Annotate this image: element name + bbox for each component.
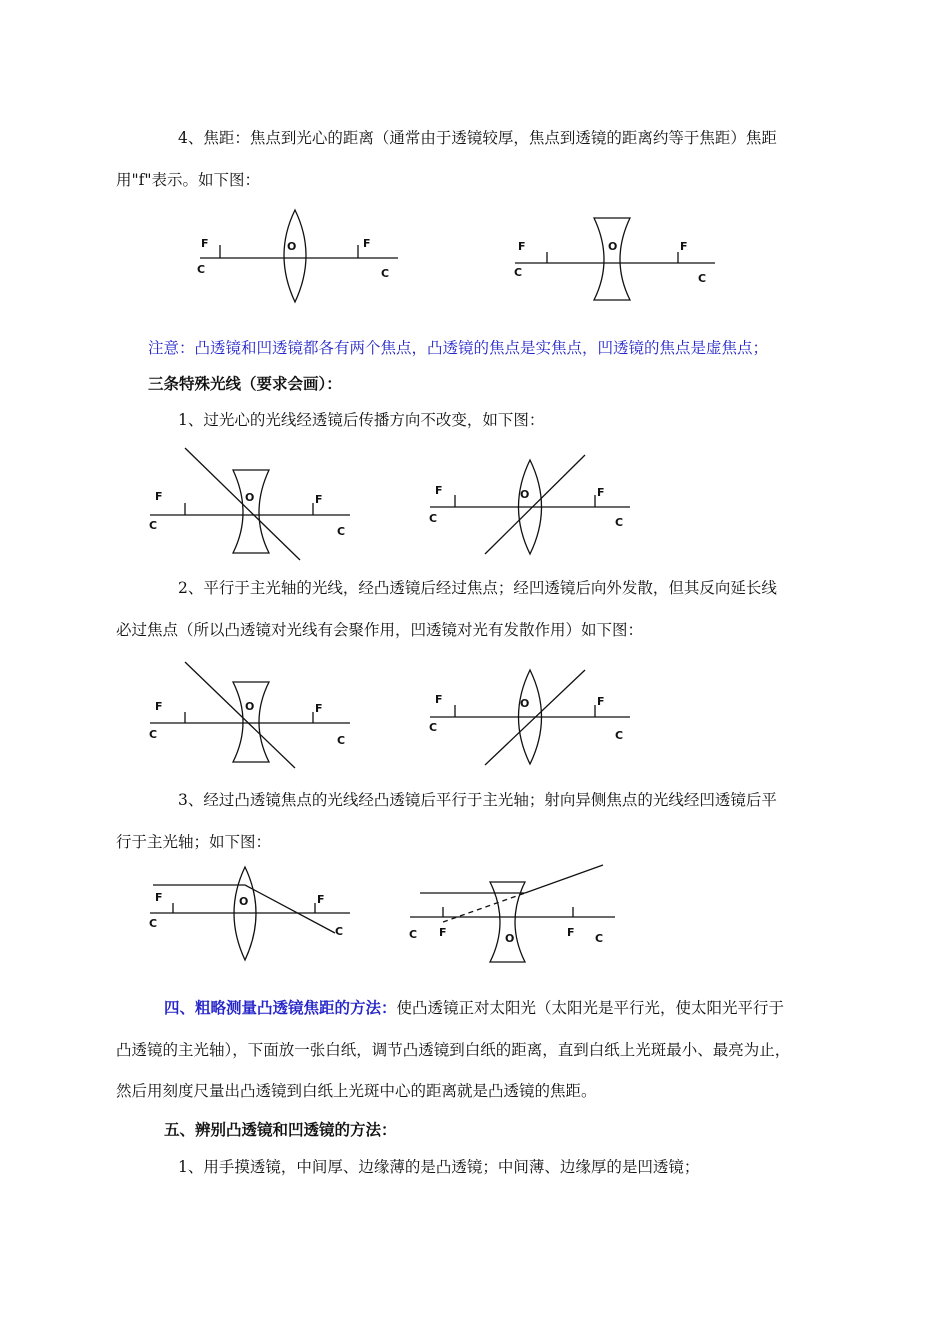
section-4-line-2: 凸透镜的主光轴），下面放一张白纸，调节凸透镜到白纸的距离，直到白纸上光斑最小、最亮为止， bbox=[116, 1041, 791, 1059]
rule-3-line-1: 3、经过凸透镜焦点的光线经凸透镜后平行于主光轴；射向异侧焦点的光线经凹透镜后平 bbox=[178, 791, 777, 809]
concave-lens-center-ray-diagram bbox=[145, 445, 365, 560]
c-label-left: C bbox=[149, 917, 158, 930]
c-label-right: C bbox=[337, 734, 346, 747]
focus-label-right: F bbox=[317, 893, 325, 906]
convex-lens-focus-ray-diagram bbox=[145, 865, 365, 965]
c-label-left: C bbox=[514, 266, 523, 279]
focus-label-left: F bbox=[435, 484, 443, 497]
note-focal-points: 注意：凸透镜和凹透镜都各有两个焦点，凸透镜的焦点是实焦点，凹透镜的焦点是虚焦点； bbox=[148, 339, 769, 357]
concave-lens-focal-diagram bbox=[510, 210, 730, 305]
optical-center-label: O bbox=[520, 488, 530, 501]
focus-label-right: F bbox=[315, 702, 323, 715]
concave-lens-shape bbox=[594, 218, 630, 300]
optical-center-label: O bbox=[245, 491, 255, 504]
section-4-line-3: 然后用刻度尺量出凸透镜到白纸上光斑中心的距离就是凸透镜的焦距。 bbox=[116, 1082, 597, 1100]
focus-label-right: F bbox=[597, 486, 605, 499]
diverging-ray bbox=[525, 865, 603, 893]
ray-through-center bbox=[185, 448, 300, 560]
c-label-right: C bbox=[595, 932, 604, 945]
section-4-heading: 四、粗略测量凸透镜焦距的方法： bbox=[164, 998, 397, 1017]
concave-lens-shape bbox=[490, 882, 525, 962]
convex-lens-parallel-ray-diagram bbox=[425, 665, 645, 775]
focus-label-left: F bbox=[201, 237, 209, 250]
c-label-left: C bbox=[409, 928, 418, 941]
focus-label-left: F bbox=[518, 240, 526, 253]
focus-label-right: F bbox=[315, 493, 323, 506]
convex-lens-center-ray-diagram bbox=[425, 450, 645, 560]
focus-label-left: F bbox=[435, 693, 443, 706]
rule-2-line-1: 2、平行于主光轴的光线，经凸透镜后经过焦点；经凹透镜后向外发散，但其反向延长线 bbox=[178, 579, 777, 597]
rule-2-line-2: 必过焦点（所以凸透镜对光线有会聚作用，凹透镜对光有发散作用）如下图： bbox=[116, 621, 644, 639]
concave-lens-shape bbox=[233, 682, 269, 762]
section-5-item-1: 1、用手摸透镜，中间厚、边缘薄的是凸透镜；中间薄、边缘厚的是凹透镜； bbox=[178, 1158, 700, 1176]
focus-label-right: F bbox=[363, 237, 371, 250]
focus-ray bbox=[153, 885, 335, 933]
optical-center-label: O bbox=[287, 240, 297, 253]
optical-center-label: O bbox=[505, 932, 515, 945]
three-special-rays-heading: 三条特殊光线（要求会画）： bbox=[148, 374, 342, 393]
section-5-heading: 五、辨别凸透镜和凹透镜的方法： bbox=[164, 1120, 397, 1139]
focus-label-left: F bbox=[155, 700, 163, 713]
optical-center-label: O bbox=[608, 240, 618, 253]
concave-lens-parallel-ray-diagram bbox=[145, 660, 365, 775]
concave-lens-focus-ray-diagram bbox=[405, 860, 625, 970]
c-label-right: C bbox=[335, 925, 344, 938]
c-label-right: C bbox=[698, 272, 707, 285]
c-label-right: C bbox=[615, 516, 624, 529]
c-label-right: C bbox=[337, 525, 346, 538]
focal-length-line-1: 4、焦距：焦点到光心的距离（通常由于透镜较厚，焦点到透镜的距离约等于焦距）焦距 bbox=[178, 129, 777, 147]
focus-label-left: F bbox=[155, 891, 163, 904]
c-label-left: C bbox=[149, 728, 158, 741]
focus-label-left: F bbox=[439, 926, 447, 939]
focal-length-line-2: 用"f"表示。如下图： bbox=[116, 171, 260, 189]
c-label-right: C bbox=[615, 729, 624, 742]
refracted-ray bbox=[185, 662, 295, 768]
section-4-line-1-text: 使凸透镜正对太阳光（太阳光是平行光，使太阳光平行于 bbox=[396, 999, 785, 1017]
extension-line bbox=[443, 893, 525, 922]
c-label-left: C bbox=[429, 512, 438, 525]
c-label-left: C bbox=[197, 263, 206, 276]
optical-center-label: O bbox=[245, 700, 255, 713]
c-label-left: C bbox=[429, 721, 438, 734]
rule-3-line-2: 行于主光轴；如下图： bbox=[116, 833, 272, 851]
convex-lens-focal-diagram bbox=[195, 205, 415, 305]
optical-center-label: O bbox=[520, 697, 530, 710]
optical-center-label: O bbox=[239, 895, 249, 908]
section-4-line-1 bbox=[164, 998, 784, 1018]
rule-1-text: 1、过光心的光线经透镜后传播方向不改变，如下图： bbox=[178, 411, 545, 429]
c-label-left: C bbox=[149, 519, 158, 532]
c-label-right: C bbox=[381, 267, 390, 280]
focus-label-right: F bbox=[597, 695, 605, 708]
focus-label-left: F bbox=[155, 490, 163, 503]
focus-label-right: F bbox=[567, 926, 575, 939]
convex-lens-shape bbox=[284, 210, 306, 302]
focus-label-right: F bbox=[680, 240, 688, 253]
